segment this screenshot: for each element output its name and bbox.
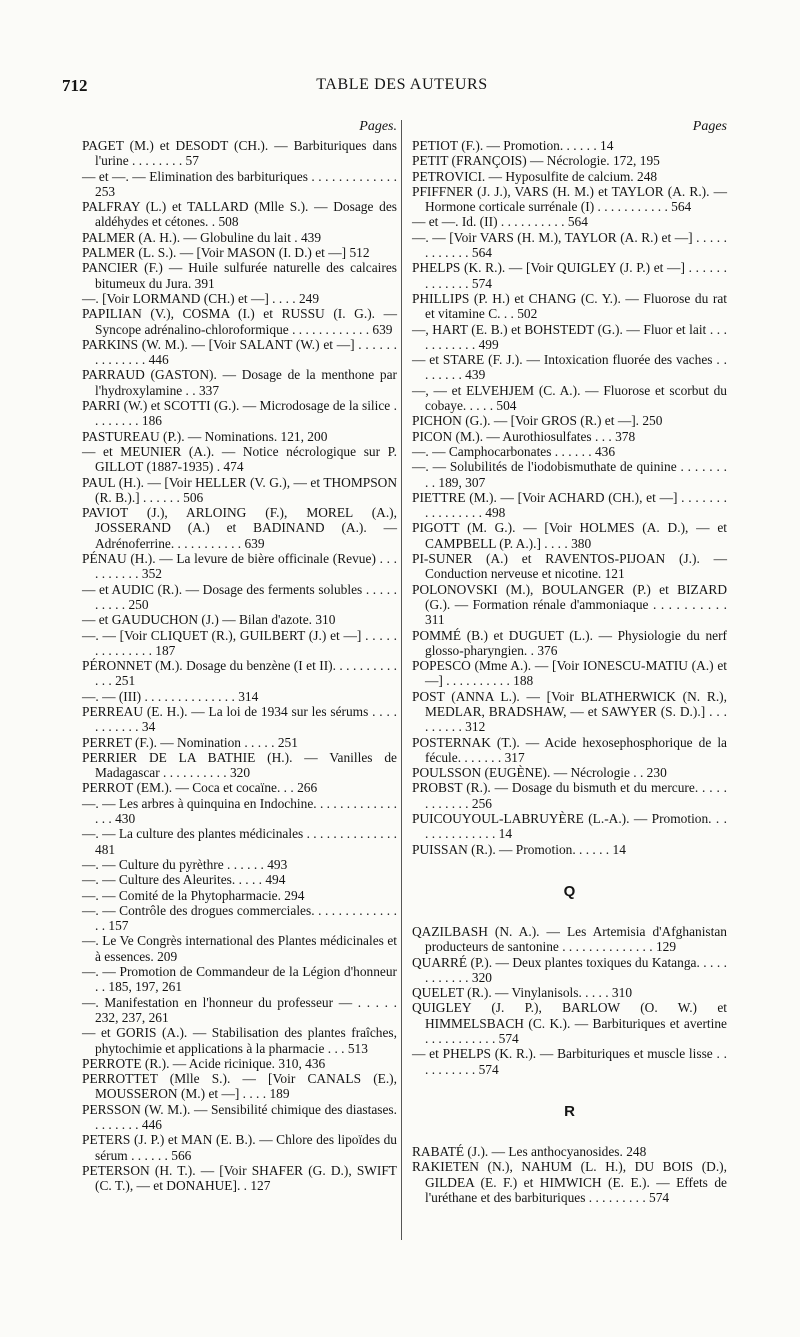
index-entry: PUICOUYOUL-LABRUYÈRE (L.-A.). — Promotion. . . . . . . . . . . . . . 14 [412, 811, 727, 842]
index-entry: PALFRAY (L.) et TALLARD (Mlle S.). — Dosage des aldéhydes et cétones. . 508 [82, 199, 397, 230]
index-entry: —. — La culture des plantes médicinales . . . . . . . . . . . . . . 481 [82, 826, 397, 857]
index-entry: RABATÉ (J.). — Les anthocyanosides. 248 [412, 1143, 647, 1159]
index-entry: — et MEUNIER (A.). — Notice nécrologique sur P. GILLOT (1887-1935) . 474 [82, 443, 397, 475]
index-entry: —. — Solubilités de l'iodobismuthate de quinine . . . . . . . . . 189, 307 [412, 459, 727, 490]
index-entry: —. — [Voir CLIQUET (R.), GUILBERT (J.) et —] . . . . . . . . . . . . . . 187 [82, 627, 397, 658]
index-entry: — et —. Id. (II) . . . . . . . . . . 564 [412, 214, 588, 230]
index-entry: PERROTTET (Mlle S.). — [Voir CANALS (E.), MOUSSERON (M.) et —] . . . . 189 [82, 1071, 397, 1102]
index-entry: PAUL (H.). — [Voir HELLER (V. G.), — et THOMPSON (R. B.).] . . . . . . 506 [82, 474, 397, 505]
index-entry: PIGOTT (M. G.). — [Voir HOLMES (A. D.), — et CAMPBELL (P. A.).] . . . . 380 [412, 520, 727, 551]
right-column [412, 118, 727, 1205]
index-entry: PFIFFNER (J. J.), VARS (H. M.) et TAYLOR (A. R.). — Hormone corticale surrénale (I) . . . . . . . . . . . 564 [412, 183, 727, 215]
index-entry: QUIGLEY (J. P.), BARLOW (O. W.) et HIMMELSBACH (C. K.). — Barbituriques et avertine . . . . . . . . . . . 574 [412, 1000, 727, 1047]
index-entry: PASTUREAU (P.). — Nominations. 121, 200 [82, 428, 328, 444]
index-entry: PÉNAU (H.). — La levure de bière officinale (Revue) . . . . . . . . . . 352 [82, 551, 397, 582]
index-entry: — et AUDIC (R.). — Dosage des ferments solubles . . . . . . . . . . 250 [82, 581, 397, 612]
index-entry: PERRET (F.). — Nomination . . . . . 251 [82, 734, 298, 750]
index-entry: PERREAU (E. H.). — La loi de 1934 sur les sérums . . . . . . . . . . . 34 [82, 703, 397, 735]
index-entry: PICHON (G.). — [Voir GROS (R.) et —]. 250 [412, 413, 663, 429]
index-entry: — et —. — Elimination des barbituriques . . . . . . . . . . . . . 253 [82, 168, 397, 199]
index-entry: PETIT (FRANÇOIS) — Nécrologie. 172, 195 [412, 153, 660, 169]
index-entry: —. — Promotion de Commandeur de la Légion d'honneur . . 185, 197, 261 [82, 964, 397, 995]
index-entry: POST (ANNA L.). — [Voir BLATHERWICK (N. R.), MEDLAR, BRADSHAW, — et SAWYER (S. D.).] . . . . . . . . . 312 [412, 688, 727, 735]
index-entry: PERROT (EM.). — Coca et cocaïne. . . 266 [82, 780, 318, 796]
index-entry: —. — Culture du pyrèthre . . . . . . 493 [82, 856, 288, 872]
index-entry: PERRIER DE LA BATHIE (H.). — Vanilles de Madagascar . . . . . . . . . . 320 [82, 749, 397, 781]
index-entry: PANCIER (F.) — Huile sulfurée naturelle des calcaires bitumeux du Jura. 391 [82, 260, 397, 291]
index-entry: PIETTRE (M.). — [Voir ACHARD (CH.), et —] . . . . . . . . . . . . . . . . 498 [412, 489, 727, 521]
index-entry: — et GAUDUCHON (J.) — Bilan d'azote. 310 [82, 612, 336, 628]
page-number: 712 [62, 76, 88, 95]
index-entry: PARRI (W.) et SCOTTI (G.). — Microdosage de la silice . . . . . . . . 186 [82, 398, 397, 429]
column-divider [401, 120, 402, 1240]
left-column [82, 118, 397, 1193]
running-header [62, 76, 742, 100]
index-entry: PARKINS (W. M.). — [Voir SALANT (W.) et —] . . . . . . . . . . . . . . 446 [82, 336, 397, 368]
index-entry: POMMÉ (B.) et DUGUET (L.). — Physiologie du nerf glosso-pharyngien. . 376 [412, 627, 727, 658]
index-entry: QUARRÉ (P.). — Deux plantes toxiques du Katanga. . . . . . . . . . . . 320 [412, 954, 727, 985]
index-entry: POPESCO (Mme A.). — [Voir IONESCU-MATIU (A.) et —] . . . . . . . . . . 188 [412, 658, 727, 689]
index-entry: —, HART (E. B.) et BOHSTEDT (G.). — Fluor et lait . . . . . . . . . . . 499 [412, 321, 727, 352]
index-entry: PROBST (R.). — Dosage du bismuth et du mercure. . . . . . . . . . . . 256 [412, 780, 727, 811]
index-entry: PUISSAN (R.). — Promotion. . . . . . 14 [412, 841, 626, 857]
index-entry: —. Le Ve Congrès international des Plantes médicinales et à essences. 209 [82, 933, 397, 964]
section-heading-r: R [564, 1102, 575, 1120]
index-entry: — et PHELPS (K. R.). — Barbituriques et muscle lisse . . . . . . . . . . 574 [412, 1046, 727, 1077]
index-entry: PETROVICI. — Hyposulfite de calcium. 248 [412, 168, 658, 184]
page-title: TABLE DES AUTEURS [316, 76, 488, 93]
index-entry: PI-SUNER (A.) et RAVENTOS-PIJOAN (J.). — Conduction nerveuse et nicotine. 121 [412, 551, 727, 582]
index-entry: — et GORIS (A.). — Stabilisation des plantes fraîches, phytochimie et applications à la pharmacie . . . 513 [82, 1025, 397, 1056]
index-entry: PAVIOT (J.), ARLOING (F.), MOREL (A.), JOSSERAND (A.) et BADINAND (A.). — Adrénoferrine. . . . . . . . . . . 639 [82, 505, 397, 551]
index-entry: PAGET (M.) et DESODT (CH.). — Barbituriques dans l'urine . . . . . . . . 57 [82, 138, 397, 169]
index-entry: PETERS (J. P.) et MAN (E. B.). — Chlore des lipoïdes du sérum . . . . . . 566 [82, 1132, 397, 1163]
right-entries-list [412, 138, 727, 857]
index-entry: PÉRONNET (M.). Dosage du benzène (I et II). . . . . . . . . . . . . 251 [82, 658, 397, 689]
index-entry: —. [Voir LORMAND (CH.) et —] . . . . 249 [82, 290, 320, 306]
index-entry: PHELPS (K. R.). — [Voir QUIGLEY (J. P.) et —] . . . . . . . . . . . . . 574 [412, 260, 727, 291]
pages-label-left: Pages. [359, 119, 397, 134]
index-entry: —. Manifestation en l'honneur du professeur — . . . . . 232, 237, 261 [82, 994, 397, 1025]
index-entry: POSTERNAK (T.). — Acide hexosephosphorique de la fécule. . . . . . . 317 [412, 734, 727, 765]
index-entry: QAZILBASH (N. A.). — Les Artemisia d'Afghanistan producteurs de santonine . . . . . . . . . . . . . . 129 [412, 923, 727, 955]
index-entry: PETERSON (H. T.). — [Voir SHAFER (G. D.), SWIFT (C. T.), — et DONAHUE]. . 127 [82, 1162, 397, 1194]
index-entry: —. — [Voir VARS (H. M.), TAYLOR (A. R.) et —] . . . . . . . . . . . . 564 [412, 229, 727, 261]
index-entry: —. — Camphocarbonates . . . . . . 436 [412, 443, 616, 459]
index-entry: PALMER (L. S.). — [Voir MASON (I. D.) et —] 512 [82, 245, 370, 261]
index-entry: PAPILIAN (V.), COSMA (I.) et RUSSU (I. G.). — Syncope adrénalino-chloroformique . . . . . . . . . . . . 639 [82, 306, 397, 337]
left-entries-list [82, 138, 397, 1193]
index-entry: —. — Culture des Aleurites. . . . . 494 [82, 872, 286, 888]
index-entry: —. — Contrôle des drogues commerciales. . . . . . . . . . . . . . . 157 [82, 902, 397, 934]
index-entry: PARRAUD (GASTON). — Dosage de la menthone par l'hydroxylamine . . 337 [82, 367, 397, 398]
index-entry: QUELET (R.). — Vinylanisols. . . . . 310 [412, 985, 633, 1001]
index-entry: PALMER (A. H.). — Globuline du lait . 439 [82, 229, 322, 245]
section-heading-q: Q [563, 882, 576, 900]
pages-label-right: Pages [692, 119, 727, 134]
index-entry: RAKIETEN (N.), NAHUM (L. H.), DU BOIS (D.), GILDEA (E. F.) et HIMWICH (E. E.). — Effets de l'uréthane et des barbituriques . . . . . . . . . 574 [412, 1159, 727, 1205]
index-entry: PICON (M.). — Aurothiosulfates . . . 378 [412, 428, 636, 444]
index-entry: —, — et ELVEHJEM (C. A.). — Fluorose et scorbut du cobaye. . . . . 504 [412, 382, 727, 414]
index-entry: —. — Les arbres à quinquina en Indochine. . . . . . . . . . . . . . . . 430 [82, 795, 397, 827]
index-entry: POULSSON (EUGÈNE). — Nécrologie . . 230 [412, 765, 667, 781]
index-entry: PHILLIPS (P. H.) et CHANG (C. Y.). — Fluorose du rat et vitamine C. . . 502 [412, 290, 727, 322]
index-entry: PERSSON (W. M.). — Sensibilité chimique des diastases. . . . . . . . 446 [82, 1101, 397, 1132]
index-entry: —. — (III) . . . . . . . . . . . . . . 314 [82, 688, 259, 704]
index-entry: — et STARE (F. J.). — Intoxication fluorée des vaches . . . . . . . . 439 [412, 352, 727, 383]
index-entry: PERROTE (R.). — Acide ricinique. 310, 436 [82, 1055, 326, 1071]
index-entry: PETIOT (F.). — Promotion. . . . . . 14 [412, 138, 614, 153]
index-entry: POLONOVSKI (M.), BOULANGER (P.) et BIZARD (G.). — Formation rénale d'ammoniaque . . . . . . . . . . 311 [412, 581, 727, 628]
q-entries-list [412, 924, 727, 1077]
r-entries-list [412, 1144, 727, 1205]
index-entry: —. — Comité de la Phytopharmacie. 294 [82, 887, 305, 903]
